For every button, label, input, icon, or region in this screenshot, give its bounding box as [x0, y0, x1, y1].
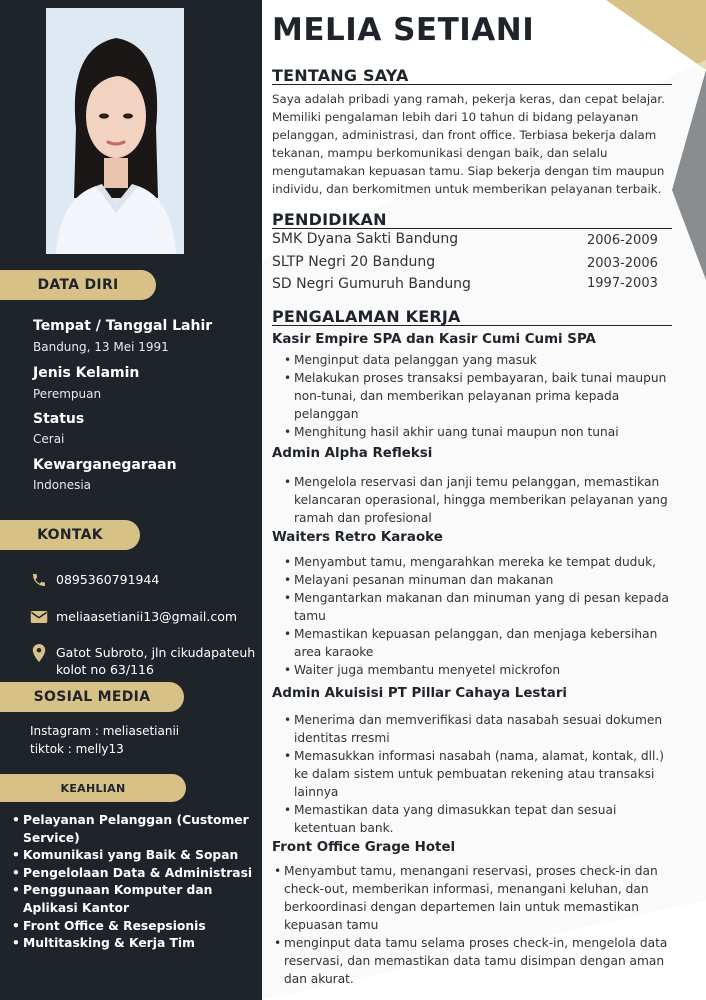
task-item: • Menyambut tamu, menangani reservasi, proses check-in dan check-out, memberikan informasi, menangani keluhan, dan berkoordinasi dengan departemen lain untuk memastikan kepuasan tamu: [274, 862, 674, 934]
job-tasks: [284, 351, 679, 441]
skill-item: • Penggunaan Komputer dan Aplikasi Kantor: [10, 882, 260, 917]
birth-value: Bandung, 13 Mei 1991: [33, 340, 169, 354]
experience-heading: PENGALAMAN KERJA: [272, 308, 672, 326]
status-label: Status: [33, 411, 85, 427]
tiktok-handle[interactable]: tiktok : melly13: [30, 742, 124, 756]
job-title: Kasir Empire SPA dan Kasir Cumi Cumi SPA: [272, 332, 596, 347]
social-links: [30, 722, 179, 758]
skill-item: • Multitasking & Kerja Tim: [10, 935, 260, 953]
keahlian-heading: KEAHLIAN: [0, 774, 186, 802]
school-name: SMK Dyana Sakti Bandung: [272, 231, 459, 247]
email-row: [30, 608, 237, 626]
job-tasks: [284, 473, 679, 527]
phone-icon: [30, 571, 48, 589]
mail-icon: [30, 608, 48, 626]
job-title: Admin Alpha Refleksi: [272, 446, 433, 461]
school-years: 2006-2009: [587, 233, 658, 248]
address: [56, 644, 255, 678]
education-heading: PENDIDIKAN: [272, 211, 672, 229]
school-years: 1997-2003: [587, 276, 658, 291]
task-item: • Menerima dan memverifikasi data nasabah sesuai dokumen identitas rresmi: [284, 711, 679, 747]
school-name: SLTP Negri 20 Bandung: [272, 254, 436, 270]
email-address[interactable]: meliaasetianii13@gmail.com: [56, 609, 238, 624]
task-item: • Melakukan proses transaksi pembayaran, baik tunai maupun non-tunai, dan memberikan pelayanan prima kepada pelanggan: [284, 369, 679, 423]
about-heading: TENTANG SAYA: [272, 67, 672, 85]
job-tasks: [274, 862, 674, 988]
job-title: Admin Akuisisi PT Pillar Cahaya Lestari: [272, 686, 568, 701]
school-years: 2003-2006: [587, 256, 658, 271]
gender-label: Jenis Kelamin: [33, 365, 140, 381]
kontak-heading: KONTAK: [0, 520, 140, 550]
nationality-label: Kewarganegaraan: [33, 457, 177, 473]
education-item: [272, 231, 662, 247]
task-item: • Mengantarkan makanan dan minuman yang di pesan kepada tamu: [284, 589, 679, 625]
task-item: • Mengelola reservasi dan janji temu pelanggan, memastikan kelancaran operasional, hingga memberikan pelayanan yang ramah dan profesional: [284, 473, 679, 527]
phone-row: [30, 571, 159, 589]
main-content: [262, 0, 706, 1000]
task-item: • Menginput data pelanggan yang masuk: [284, 351, 679, 369]
phone-number[interactable]: 0895360791944: [56, 572, 160, 587]
profile-photo: [46, 8, 184, 254]
job-title: Waiters Retro Karaoke: [272, 530, 443, 545]
nationality-value: Indonesia: [33, 478, 92, 492]
gender-value: Perempuan: [33, 387, 102, 401]
job-tasks: [284, 553, 679, 679]
task-item: • Memasukkan informasi nasabah (nama, alamat, kontak, dll.) ke dalam sistem untuk pembuatan rekening atau transaksi lainnya: [284, 747, 679, 801]
task-item: • Melayani pesanan minuman dan makanan: [284, 571, 679, 589]
task-item: • Memastikan data yang dimasukkan tepat dan sesuai ketentuan bank.: [284, 801, 679, 837]
status-value: Cerai: [33, 432, 65, 446]
skill-item: • Komunikasi yang Baik & Sopan: [10, 847, 260, 865]
location-pin-icon: [30, 644, 48, 662]
task-item: • Memastikan kepuasan pelanggan, dan menjaga kebersihan area karaoke: [284, 625, 679, 661]
job-title: Front Office Grage Hotel: [272, 840, 456, 855]
about-text: Saya adalah pribadi yang ramah, pekerja keras, dan cepat belajar. Memiliki pengalaman lebih dari 10 tahun di bidang pelayanan pelanggan, administrasi, dan front office. Terbiasa bekerja dalam tekanan, mampu berkomunikasi dengan baik, dan selalu mengutamakan kepuasan tamu. Siap bekerja dengan tim maupun individu, dan berkomitmen untuk memberikan pelayanan terbaik.: [272, 92, 665, 196]
sosial-media-heading: SOSIAL MEDIA: [0, 682, 184, 712]
education-item: [272, 254, 662, 270]
skills-list: [10, 812, 260, 953]
sidebar: [0, 0, 262, 1000]
school-name: SD Negri Gumuruh Bandung: [272, 276, 471, 292]
task-item: • menginput data tamu selama proses check-in, mengelola data reservasi, dan memastikan data tamu disimpan dengan aman dan akurat.: [274, 934, 674, 988]
instagram-handle[interactable]: Instagram : meliasetianii: [30, 724, 180, 738]
skill-item: • Pengelolaan Data & Administrasi: [10, 865, 260, 883]
address-row: [30, 644, 255, 678]
task-item: • Menghitung hasil akhir uang tunai maupun non tunai: [284, 423, 679, 441]
skill-item: • Pelayanan Pelanggan (Customer Service): [10, 812, 260, 847]
data-diri-heading: DATA DIRI: [0, 270, 156, 300]
address-line-2: kolot no 63/116: [56, 662, 154, 677]
task-item: • Menyambut tamu, mengarahkan mereka ke tempat duduk,: [284, 553, 679, 571]
skill-item: • Front Office & Resepsionis: [10, 918, 260, 936]
education-item: [272, 276, 662, 292]
birth-label: Tempat / Tanggal Lahir: [33, 318, 213, 334]
address-line-1: Gatot Subroto, jln cikudapateuh: [56, 645, 256, 660]
full-name: MELIA SETIANI: [272, 12, 535, 48]
job-tasks: [284, 711, 679, 837]
task-item: • Waiter juga membantu menyetel mickrofon: [284, 661, 679, 679]
